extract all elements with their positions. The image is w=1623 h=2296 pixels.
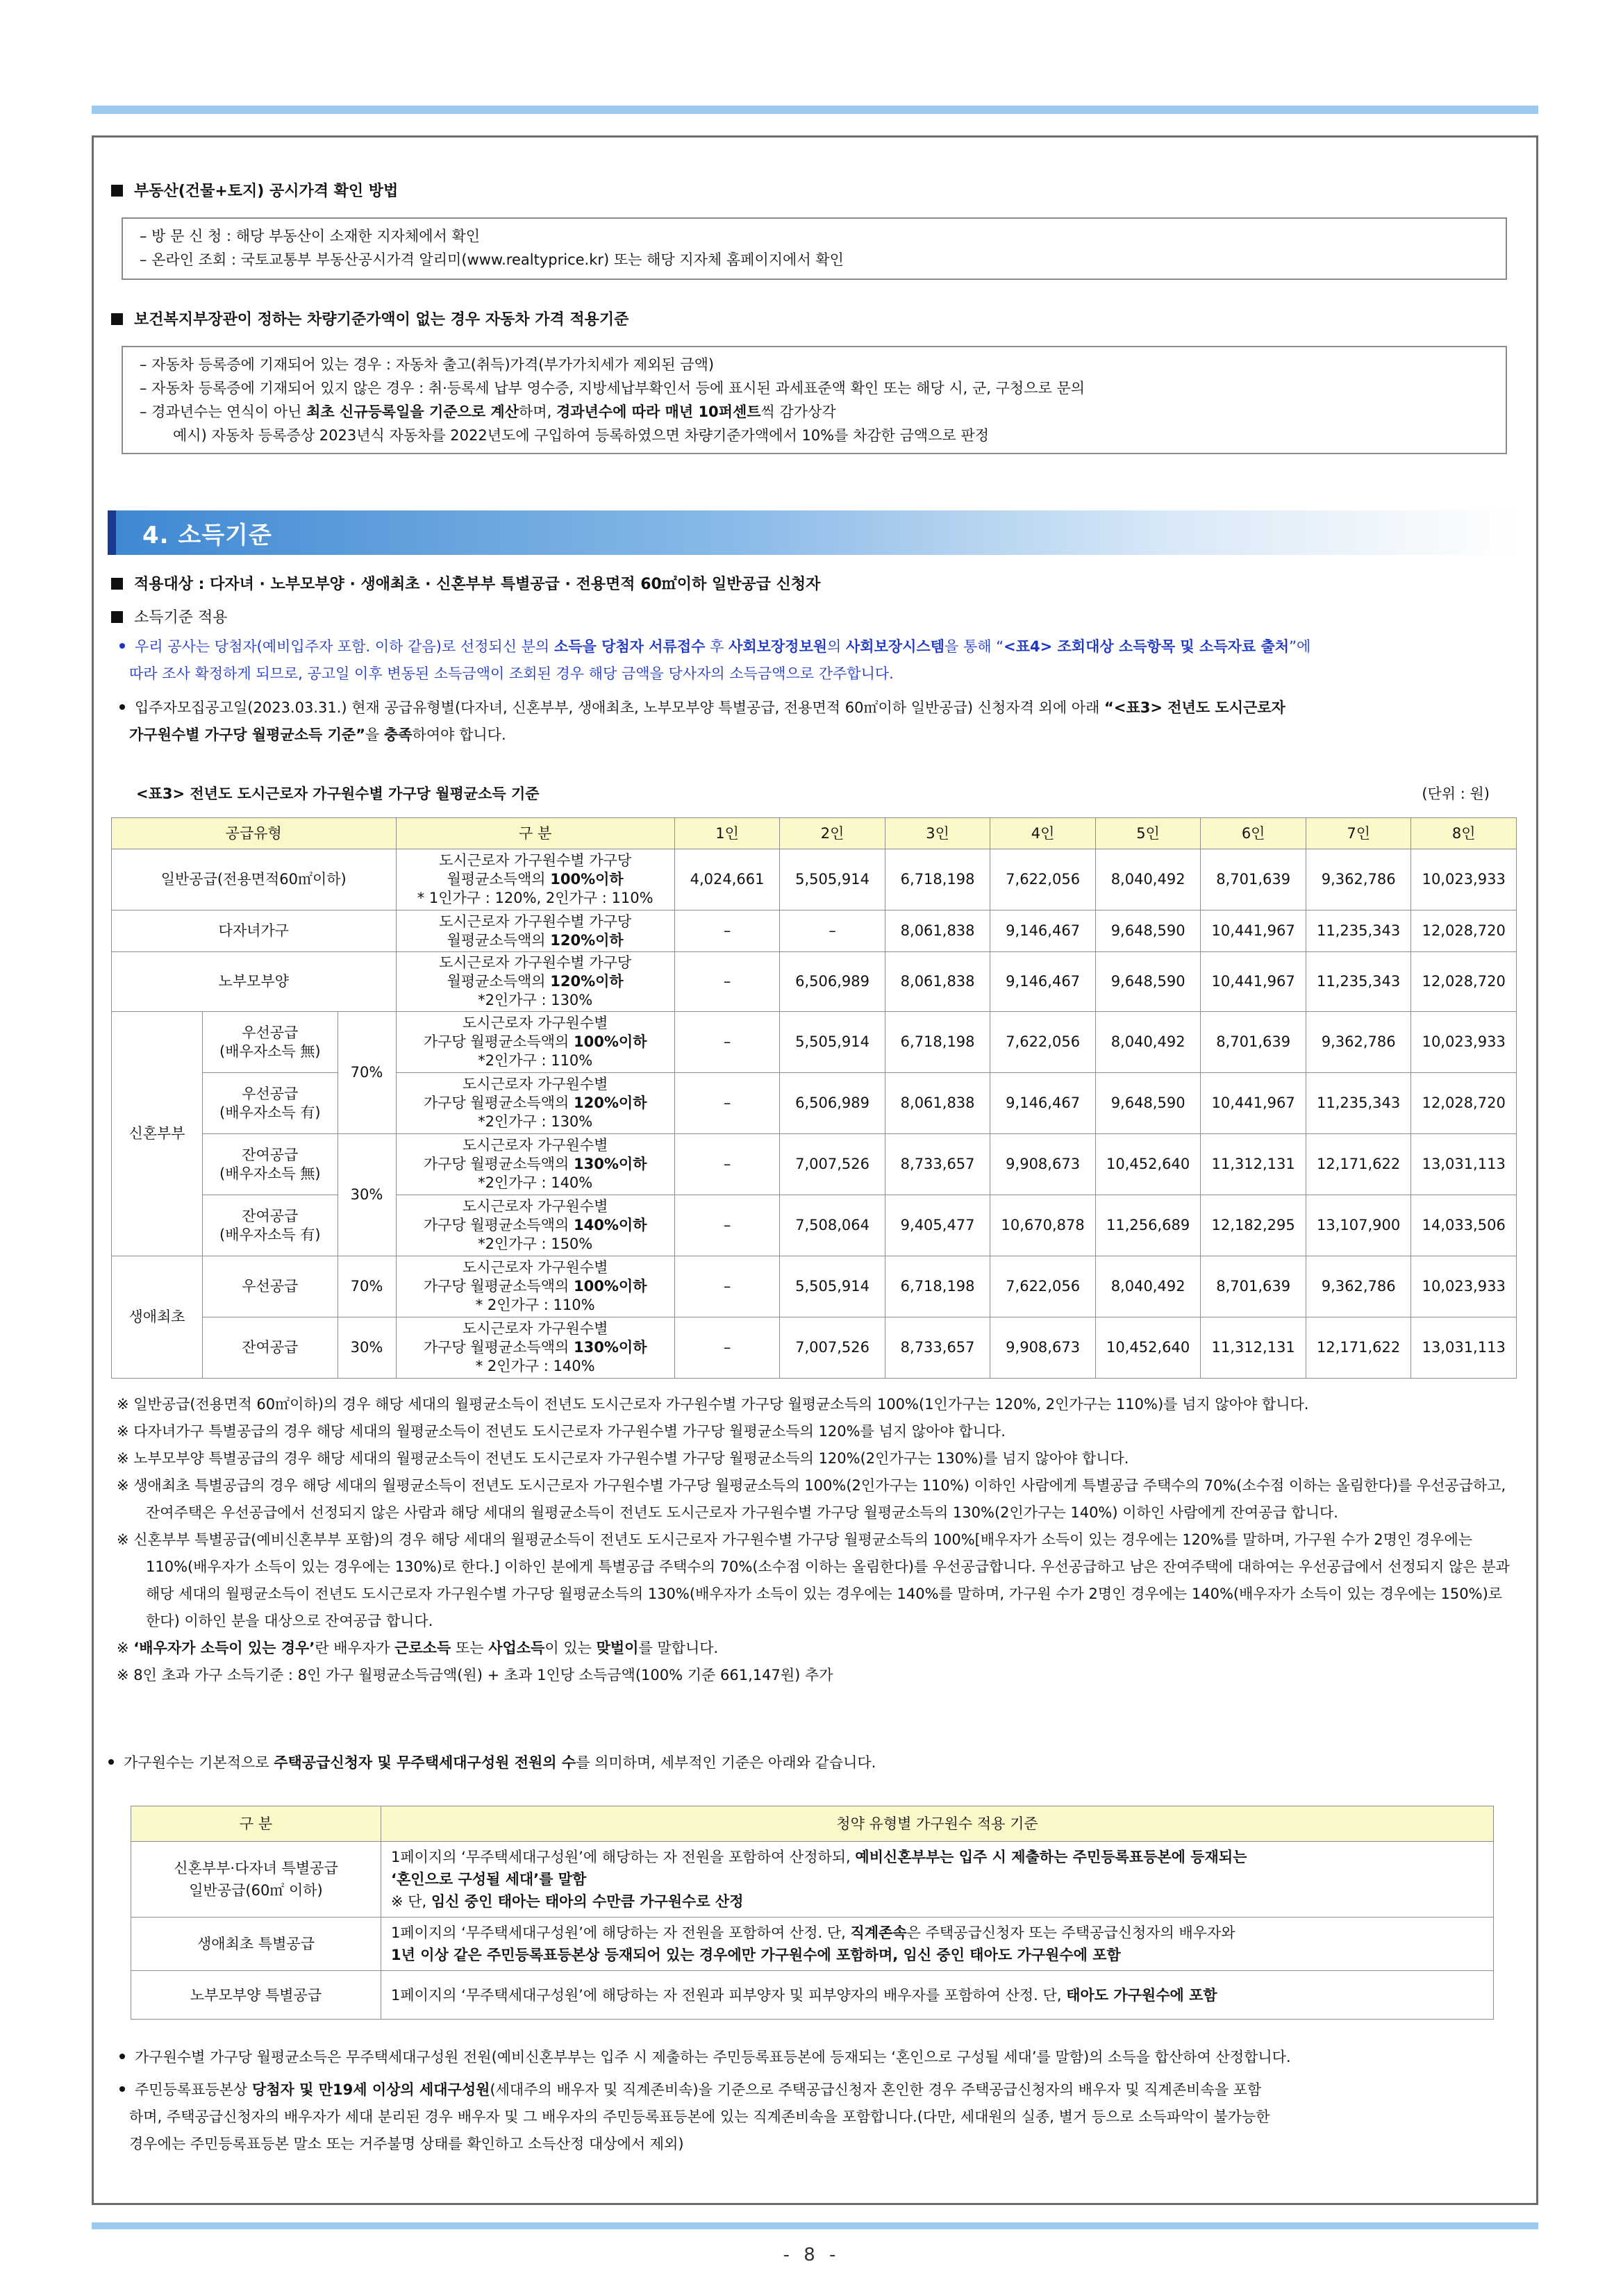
table-row: 신혼부부·다자녀 특별공급 일반공급(60㎡ 이하) 1페이지의 ‘무주택세대구성원’에 해당하는 자 전원을 포함하여 산정하되, 예비신혼부부는 입주 시 제출하는 주민등록표등본에 등재되는 ‘혼인으로 구성될 세대’를 말함 ※ 단, 임신 중인 태아는 태아의 수만큼 가구원수로 산정 xyxy=(131,1842,1494,1918)
table3-header-row: 공급유형 구 분 1인 2인 3인 4인 5인 6인 7인 8인 xyxy=(112,818,1517,849)
section-title: 4. 소득기준 xyxy=(142,522,272,549)
table3-notes xyxy=(117,1391,1513,1689)
square-bullet-icon xyxy=(111,313,123,325)
table-row: 잔여공급 (배우자소득 有) 도시근로자 가구원수별 가구당 월평균소득액의 140%이하 *2인가구 : 150% – 7,508,064 9,405,477 10,670,878 11,256,689 12,182,295 13,107,900 14,033,506 xyxy=(112,1195,1517,1256)
para-4: 가구원수별 가구당 월평균소득은 무주택세대구성원 전원(예비신혼부부는 입주 시 제출하는 주민등록표등본에 등재되는 ‘혼인으로 구성될 세대’를 말함)의 소득을 합산하여 산정합니다. xyxy=(119,2044,1536,2071)
bullet-icon xyxy=(119,2054,125,2059)
note-5: ※ 신혼부부 특별공급(예비신혼부부 포함)의 경우 해당 세대의 월평균소득이 전년도 도시근로자 가구원수별 가구당 월평균소득의 100%[배우자가 소득이 있는 경우에는 120%를 말하며, 가구원 수가 2명인 경우에는 110%(배우자가 소득이 있는 경우에는 130%)로 한다.] 이하인 분에게 특별공급 주택수의 70%(소수점 이하는 올림한다)를 우선공급합니다. 우선공급하고 남은 잔여주택에 대하여는 우선공급에서 선정되지 않은 분과 해당 세대의 월평균소득이 전년도 도시근로자 가구원수별 가구당 월평균소득의 130%(배우자가 소득이 있는 경우에는 140%를 말하며, 가구원 수가 2명인 경우에는 140%(배우자가 소득이 있는 경우에는 150%)로 한다) 이하인 분을 대상으로 잔여공급 합니다. xyxy=(117,1531,1510,1629)
sec2-line-3: – 경과년수는 연식이 아닌 최초 신규등록일을 기준으로 계산하며, 경과년수에 따라 매년 10퍼센트씩 감가상각 xyxy=(140,404,836,420)
sec1-line-1: – 방 문 신 청 : 해당 부동산이 소재한 지자체에서 확인 xyxy=(140,228,481,244)
sec2-line-4: 예시) 자동차 등록증상 2023년식 자동차를 2022년도에 구입하여 등록하였으면 차량기준가액에서 10%를 차감한 금액으로 판정 xyxy=(173,427,990,444)
table3-caption: <표3> 전년도 도시근로자 가구원수별 가구당 월평균소득 기준 xyxy=(136,785,540,802)
note-4: ※ 생애최초 특별공급의 경우 해당 세대의 월평균소득이 전년도 도시근로자 가구원수별 가구당 월평균소득의 100%(2인가구는 110%) 이하인 사람에게 특별공급 주택수의 70%(소수점 이하는 올림한다)를 우선공급하고, 잔여주택은 우선공급에서 선정되지 않은 사람과 해당 세대의 월평균소득이 전년도 도시근로자 가구원수별 가구당 월평균소득의 130%(2인가구는 140%) 이하인 사람에게 잔여공급 합니다. xyxy=(117,1477,1506,1521)
note-1: ※ 일반공급(전용면적 60㎡이하)의 경우 해당 세대의 월평균소득이 전년도 도시근로자 가구원수별 가구당 월평균소득의 100%(1인가구는 120%, 2인가구는 110%)를 넘지 않아야 합니다. xyxy=(117,1396,1309,1413)
note-7: ※ 8인 초과 가구 소득기준 : 8인 가구 월평균소득금액(원) + 초과 1인당 소득금액(100% 기준 661,147원) 추가 xyxy=(117,1667,833,1683)
table3-unit: (단위 : 원) xyxy=(1422,785,1490,802)
sec2-line-1: – 자동차 등록증에 기재되어 있는 경우 : 자동차 출고(취득)가격(부가가치세가 제외된 금액) xyxy=(140,356,715,373)
note-2: ※ 다자녀가구 특별공급의 경우 해당 세대의 월평균소득이 전년도 도시근로자 가구원수별 가구당 월평균소득의 120%를 넘지 않아야 합니다. xyxy=(117,1423,1006,1440)
household-table xyxy=(131,1806,1494,2020)
sec1-line-2: – 온라인 조회 : 국토교통부 부동산공시가격 알리미(www.realtyprice.kr) 또는 해당 지자체 홈페이지에서 확인 xyxy=(140,251,844,268)
sec1-heading: 부동산(건물+토지) 공시가격 확인 방법 xyxy=(111,179,398,201)
square-bullet-icon xyxy=(111,578,123,590)
table-row: 우선공급 (배우자소득 有) 도시근로자 가구원수별 가구당 월평균소득액의 120%이하 *2인가구 : 130% – 6,506,989 8,061,838 9,146,467 9,648,590 10,441,967 11,235,343 12,028,720 xyxy=(112,1073,1517,1134)
bottom-decor-bar xyxy=(92,2222,1538,2229)
para-5: 주민등록표등본상 당첨자 및 만19세 이상의 세대구성원(세대주의 배우자 및 직계존비속)을 기준으로 주택공급신청자 혼인한 경우 주택공급신청자의 배우자 및 직계존비속을 포함 하며, 주택공급신청자의 배우자가 세대 분리된 경우 배우자 및 그 배우자의 주민등록표등본에 있는 직계존비속을 포함합니다.(다만, 세대원의 실종, 별거 등으로 소득파악이 불가능한 경우에는 주민등록표등본 말소 또는 거주불명 상태를 확인하고 소득산정 대상에서 제외) xyxy=(119,2077,1536,2158)
top-decor-bar xyxy=(92,106,1538,114)
para-1: 우리 공사는 당첨자(예비입주자 포함. 이하 같음)로 선정되신 분의 소득을 당첨자 서류접수 후 사회보장정보원의 사회보장시스템을 통해 “<표4> 조회대상 소득항목 및 소득자료 출처”에 따라 조사 확정하게 되므로, 공고일 이후 변동된 소득금액이 조회된 경우 해당 금액을 당사자의 소득금액으로 간주합니다. xyxy=(119,633,1529,688)
section-title-bar xyxy=(108,510,1521,555)
note-6: ※ ‘배우자가 소득이 있는 경우’란 배우자가 근로소득 또는 사업소득이 있는 맞벌이를 말합니다. xyxy=(117,1640,719,1656)
table4-header-row: 구 분 청약 유형별 가구원수 적용 기준 xyxy=(131,1806,1494,1842)
note-3: ※ 노부모부양 특별공급의 경우 해당 세대의 월평균소득이 전년도 도시근로자 가구원수별 가구당 월평균소득의 120%(2인가구는 130%)를 넘지 않아야 합니다. xyxy=(117,1450,1129,1467)
square-bullet-icon xyxy=(111,185,123,197)
table-row: 노부모부양 특별공급 1페이지의 ‘무주택세대구성원’에 해당하는 자 전원과 피부양자 및 피부양자의 배우자를 포함하여 산정. 단, 태아도 가구원수에 포함 xyxy=(131,1971,1494,2020)
page-number: - 8 - xyxy=(783,2245,840,2265)
sec2-box xyxy=(122,346,1507,454)
sec2-line-2: – 자동차 등록증에 기재되어 있지 않은 경우 : 취·등록세 납부 영수증, 지방세납부확인서 등에 표시된 과세표준액 확인 또는 해당 시, 군, 구청으로 문의 xyxy=(140,380,1085,397)
table-row: 생애최초 특별공급 1페이지의 ‘무주택세대구성원’에 해당하는 자 전원을 포함하여 산정. 단, 직계존속은 주택공급신청자 또는 주택공급신청자의 배우자와 1년 이상 같은 주민등록표등본상 등재되어 있는 경우에만 가구원수에 포함하며, 임신 중인 태아도 가구원수에 포함 xyxy=(131,1918,1494,1971)
table-row: 생애최초 우선공급 70% 도시근로자 가구원수별 가구당 월평균소득액의 100%이하 * 2인가구 : 110% – 5,505,914 6,718,198 7,622,056 8,040,492 8,701,639 9,362,786 10,023,933 xyxy=(112,1256,1517,1317)
table-row: 노부모부양 도시근로자 가구원수별 가구당 월평균소득액의 120%이하 *2인가구 : 130% – 6,506,989 8,061,838 9,146,467 9,648,590 10,441,967 11,235,343 12,028,720 xyxy=(112,952,1517,1012)
apply-heading: 소득기준 적용 xyxy=(111,606,228,627)
bullet-icon xyxy=(119,704,125,710)
para-3: 가구원수는 기본적으로 주택공급신청자 및 무주택세대구성원 전원의 수를 의미하며, 세부적인 기준은 아래와 같습니다. xyxy=(108,1749,1525,1777)
table-row: 일반공급(전용면적60㎡이하) 도시근로자 가구원수별 가구당 월평균소득액의 100%이하 * 1인가구 : 120%, 2인가구 : 110% 4,024,661 5,505,914 6,718,198 7,622,056 8,040,492 8,701,639 9,362,786 10,023,933 xyxy=(112,849,1517,910)
bullet-icon xyxy=(108,1759,114,1765)
section-bar-accent xyxy=(108,510,116,555)
table-row: 잔여공급 (배우자소득 無) 30% 도시근로자 가구원수별 가구당 월평균소득액의 130%이하 *2인가구 : 140% – 7,007,526 8,733,657 9,908,673 10,452,640 11,312,131 12,171,622 13,031,113 xyxy=(112,1134,1517,1195)
sec2-heading: 보건복지부장관이 정하는 차량기준가액이 없는 경우 자동차 가격 적용기준 xyxy=(111,308,629,329)
income-table xyxy=(111,817,1517,1379)
table-row: 신혼부부 우선공급 (배우자소득 無) 70% 도시근로자 가구원수별 가구당 월평균소득액의 100%이하 *2인가구 : 110% – 5,505,914 6,718,198 7,622,056 8,040,492 8,701,639 9,362,786 10,023,933 xyxy=(112,1012,1517,1073)
target-heading: 적용대상 : 다자녀 · 노부모부양 · 생애최초 · 신혼부부 특별공급 · 전용면적 60㎡이하 일반공급 신청자 xyxy=(111,572,820,594)
para-2: 입주자모집공고일(2023.03.31.) 현재 공급유형별(다자녀, 신혼부부, 생애최초, 노부모부양 특별공급, 전용면적 60㎡이하 일반공급) 신청자격 외에 아래 “<표3> 전년도 도시근로자 가구원수별 가구당 월평균소득 기준”을 충족하여야 합니다. xyxy=(119,694,1529,749)
bullet-icon xyxy=(119,643,125,649)
bullet-icon xyxy=(119,2086,125,2092)
table-row: 다자녀가구 도시근로자 가구원수별 가구당 월평균소득액의 120%이하 – – 8,061,838 9,146,467 9,648,590 10,441,967 11,235,343 12,028,720 xyxy=(112,910,1517,952)
table-row: 잔여공급 30% 도시근로자 가구원수별 가구당 월평균소득액의 130%이하 * 2인가구 : 140% – 7,007,526 8,733,657 9,908,673 10,452,640 11,312,131 12,171,622 13,031,113 xyxy=(112,1317,1517,1379)
sec1-box xyxy=(122,217,1507,280)
square-bullet-icon xyxy=(111,611,123,623)
